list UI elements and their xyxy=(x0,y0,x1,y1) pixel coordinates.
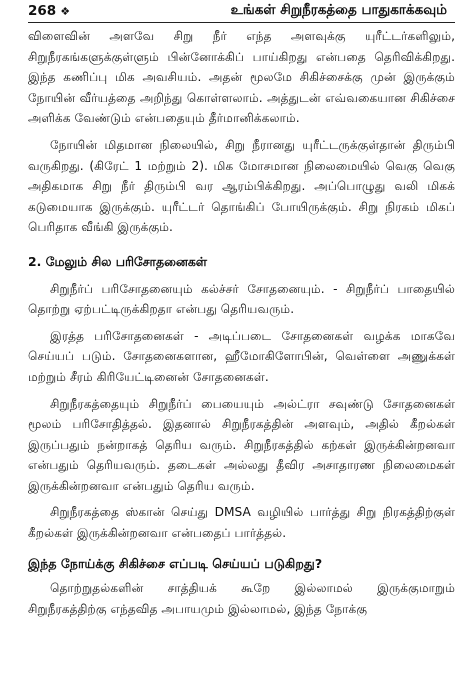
question-heading: இந்த நோய்க்கு சிகிச்சை எப்படி செய்யப் படுகிறது? xyxy=(28,555,323,571)
paragraph: நோயின் மிதமான நிலையில், சிறு நீரானது யுரீட்டருக்குள்தான் திரும்பி வருகிறது. (கிரேட் 1 மற்றும் 2). மிக மோசமான நிலைமையில் வெகு வெகு அதிகமாக சிறு நீர் திரும்பி வர ஆரம்பிக்கிறது. அப்பொழுது வலி மிகக் கடுமையாக இருக்கும். யுரீட்டர் தொங்கிப் போயிருக்கும். சிறு நிரகம் மிகப் பெரிதாக வீங்கி இருக்கும். xyxy=(28,137,455,235)
paragraph: சிறுநீர்ப் பரிசோதனையும் கல்ச்சர் சோதனையும். - சிறுநீர்ப் பாதையில் தொற்று ஏற்பட்டிருக்கிறதா என்பது தெரியவரும். xyxy=(28,281,455,317)
paragraph: சிறுநீரகத்தை ஸ்கான் செய்து DMSA வழியில் பார்த்து சிறு நிரகத்திற்குள் கீறல்கள் இருக்கின்றனவா என்பதைப் பார்த்தல். xyxy=(28,505,455,541)
section-heading: 2. மேலும் சில பரிசோதனைகள் xyxy=(28,253,207,269)
paragraph: விளைவின் அளவே சிறு நீர் எந்த அளவுக்கு யுரீட்டர்களிலும், சிறுநீரகங்களுக்குள்ளும் பின்னோக்கிப் பாய்கிறது என்பதை தெரிவிக்கிறது. இந்த கணிப்பு மிக அவசியம். அதன் மூலமே சிகிச்சைக்கு முன் இருக்கும் நோயின் வீர்யத்தை அறிந்து கொள்ளலாம். அத்துடன் எவ்வகையான சிகிச்சை அளிக்க வேண்டும் என்பதையும் தீர்மானிக்கலாம். xyxy=(28,29,455,126)
running-title: உங்கள் சிறுநீரகத்தை பாதுகாக்கவும் xyxy=(230,2,447,18)
paragraph: தொற்றுதல்களின் சாத்தியக் கூறே இல்லாமல் இருக்குமாறும் சிறுநீரகத்திற்கு எந்தவித அபாயமும் இல்லாமல், இந்த நோக்கு xyxy=(28,581,455,616)
paragraph: சிறுநீரகத்தையும் சிறுநீர்ப் பையையும் அல்ட்ரா சவுண்டு சோதனைகள் மூலம் பரிசோதித்தல். இதனால் சிறுநீரகத்தின் அளவும், அதில் கீறல்கள் இருப்பதும் நன்றாகத் தெரிய வரும். சிறுநீரகத்தில் கற்கள் இருக்கின்றனவா என்பதும் தெரியவரும். தடைகள் அல்லது தீவிர அசாதாரண நிலைமைகள் இருக்கின்றனவா என்பதும் தெரிய வரும். xyxy=(28,396,455,493)
page-number: 268 xyxy=(28,3,57,19)
paragraph: இரத்த பரிசோதனைகள் - அடிப்படை சோதனைகள் வழக்க மாகவே செய்யப் படும். சோதனைகளான, ஹீமோகிளோபின், வெள்ளை அணுக்கள் மற்றும் சீரம் கிரியேட்டினைன் சோதனைகள். xyxy=(28,328,455,384)
page-header xyxy=(28,0,455,23)
diamond-ornament-icon: ❖ xyxy=(60,4,71,18)
page-body xyxy=(28,26,455,619)
